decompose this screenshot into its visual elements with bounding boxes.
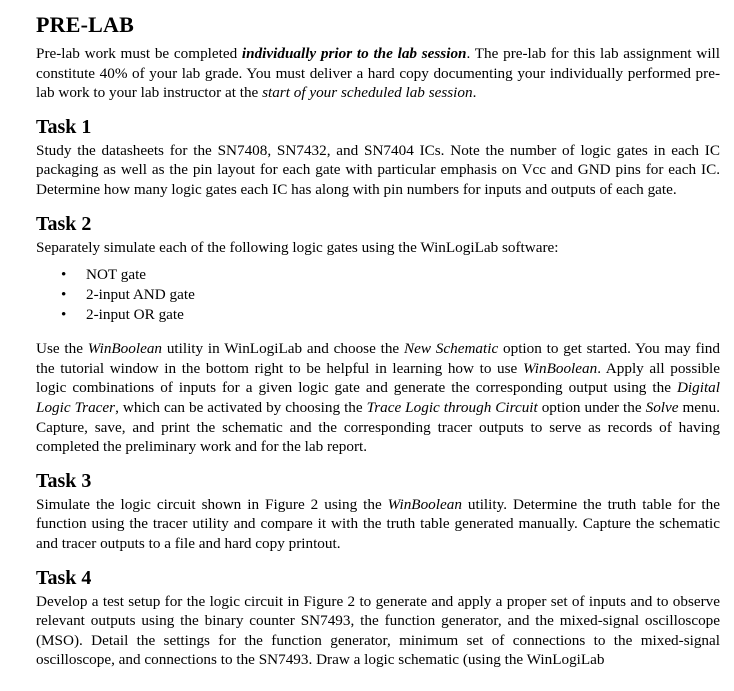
task2-text: option under the	[537, 398, 646, 416]
task3-paragraph	[36, 495, 720, 554]
winboolean-term: WinBoolean	[387, 495, 462, 513]
task4-paragraph: Develop a test setup for the logic circuit in Figure 2 to generate and apply a proper set of inputs and to observe relevant outputs using the binary counter SN7493, the function generator, and the mixed-signal oscilloscope (MSO). Detail the settings for the function generator, minimum set of connections to the mixed-signal oscilloscope, and connections to the SN7493. Draw a logic schematic (using the WinLogiLab	[36, 592, 720, 669]
solve-menu-term: Solve	[645, 398, 679, 416]
intro-text-1: Pre-lab work must be completed	[36, 45, 242, 62]
task2-text: Use the	[36, 340, 88, 358]
task2-text: option to get started. You may find the tutorial window in the bottom right to be helpful in learning how to use	[36, 340, 720, 377]
intro-text-3: . The pre-lab for this lab assignment will constitute 40% of your lab grade. You must deliver a hard copy documenting your individually performed pre-lab work to your lab instructor at the	[36, 45, 720, 102]
task3-heading: Task 3	[36, 469, 92, 492]
list-item: • NOT gate	[36, 265, 720, 285]
task2-lead: Separately simulate each of the following logic gates using the WinLogiLab software:	[36, 238, 559, 256]
trace-logic-term: Trace Logic through Circuit	[366, 398, 538, 416]
task3-text: utility. Determine the truth table for the function using the tracer utility and compare it with the truth table generated manually. Capture the schematic and tracer outputs to a file and hard copy printout.	[36, 495, 720, 552]
intro-text-5: .	[472, 84, 477, 102]
winboolean-term: WinBoolean	[87, 340, 163, 358]
task1-paragraph: Study the datasheets for the SN7408, SN7432, and SN7404 ICs. Note the number of logic gates in each IC packaging as well as the pin layout for each gate with particular emphasis on Vcc and GND pins for each IC. Determine how many logic gates each IC has along with pin numbers for inputs and outputs of each gate.	[36, 141, 720, 198]
new-schematic-term: New Schematic	[403, 340, 499, 358]
task2-text: utility in WinLogiLab and choose the	[162, 340, 404, 358]
gate-list	[36, 265, 720, 325]
task2-text: , which can be activated by choosing the	[115, 398, 367, 416]
prelab-heading: PRE-LAB	[36, 12, 134, 37]
task2-heading: Task 2	[36, 212, 92, 235]
task2-paragraph	[36, 339, 720, 457]
task3-text: Simulate the logic circuit shown in Figure 2 using the	[36, 495, 388, 513]
digital-logic-tracer-term: Digital Logic Tracer	[36, 379, 720, 416]
intro-emphasis-individually: individually prior to the lab session	[241, 45, 467, 62]
task2-text: . Apply all possible logic combinations of inputs for a given logic gate and generate the corresponding output using the	[36, 359, 721, 397]
task4-heading: Task 4	[36, 566, 92, 589]
intro-paragraph	[36, 44, 720, 103]
winboolean-term: WinBoolean	[522, 359, 598, 377]
intro-emphasis-start: start of your scheduled lab session	[262, 84, 473, 102]
task2-text: menu. Capture, save, and print the schematic and the corresponding tracer outputs to serve as records of having completed the preliminary work and for the lab report.	[36, 398, 720, 456]
list-item: • 2-input AND gate	[36, 285, 720, 305]
task1-heading: Task 1	[36, 115, 92, 138]
list-item: • 2-input OR gate	[36, 305, 720, 325]
document-page	[36, 12, 720, 670]
